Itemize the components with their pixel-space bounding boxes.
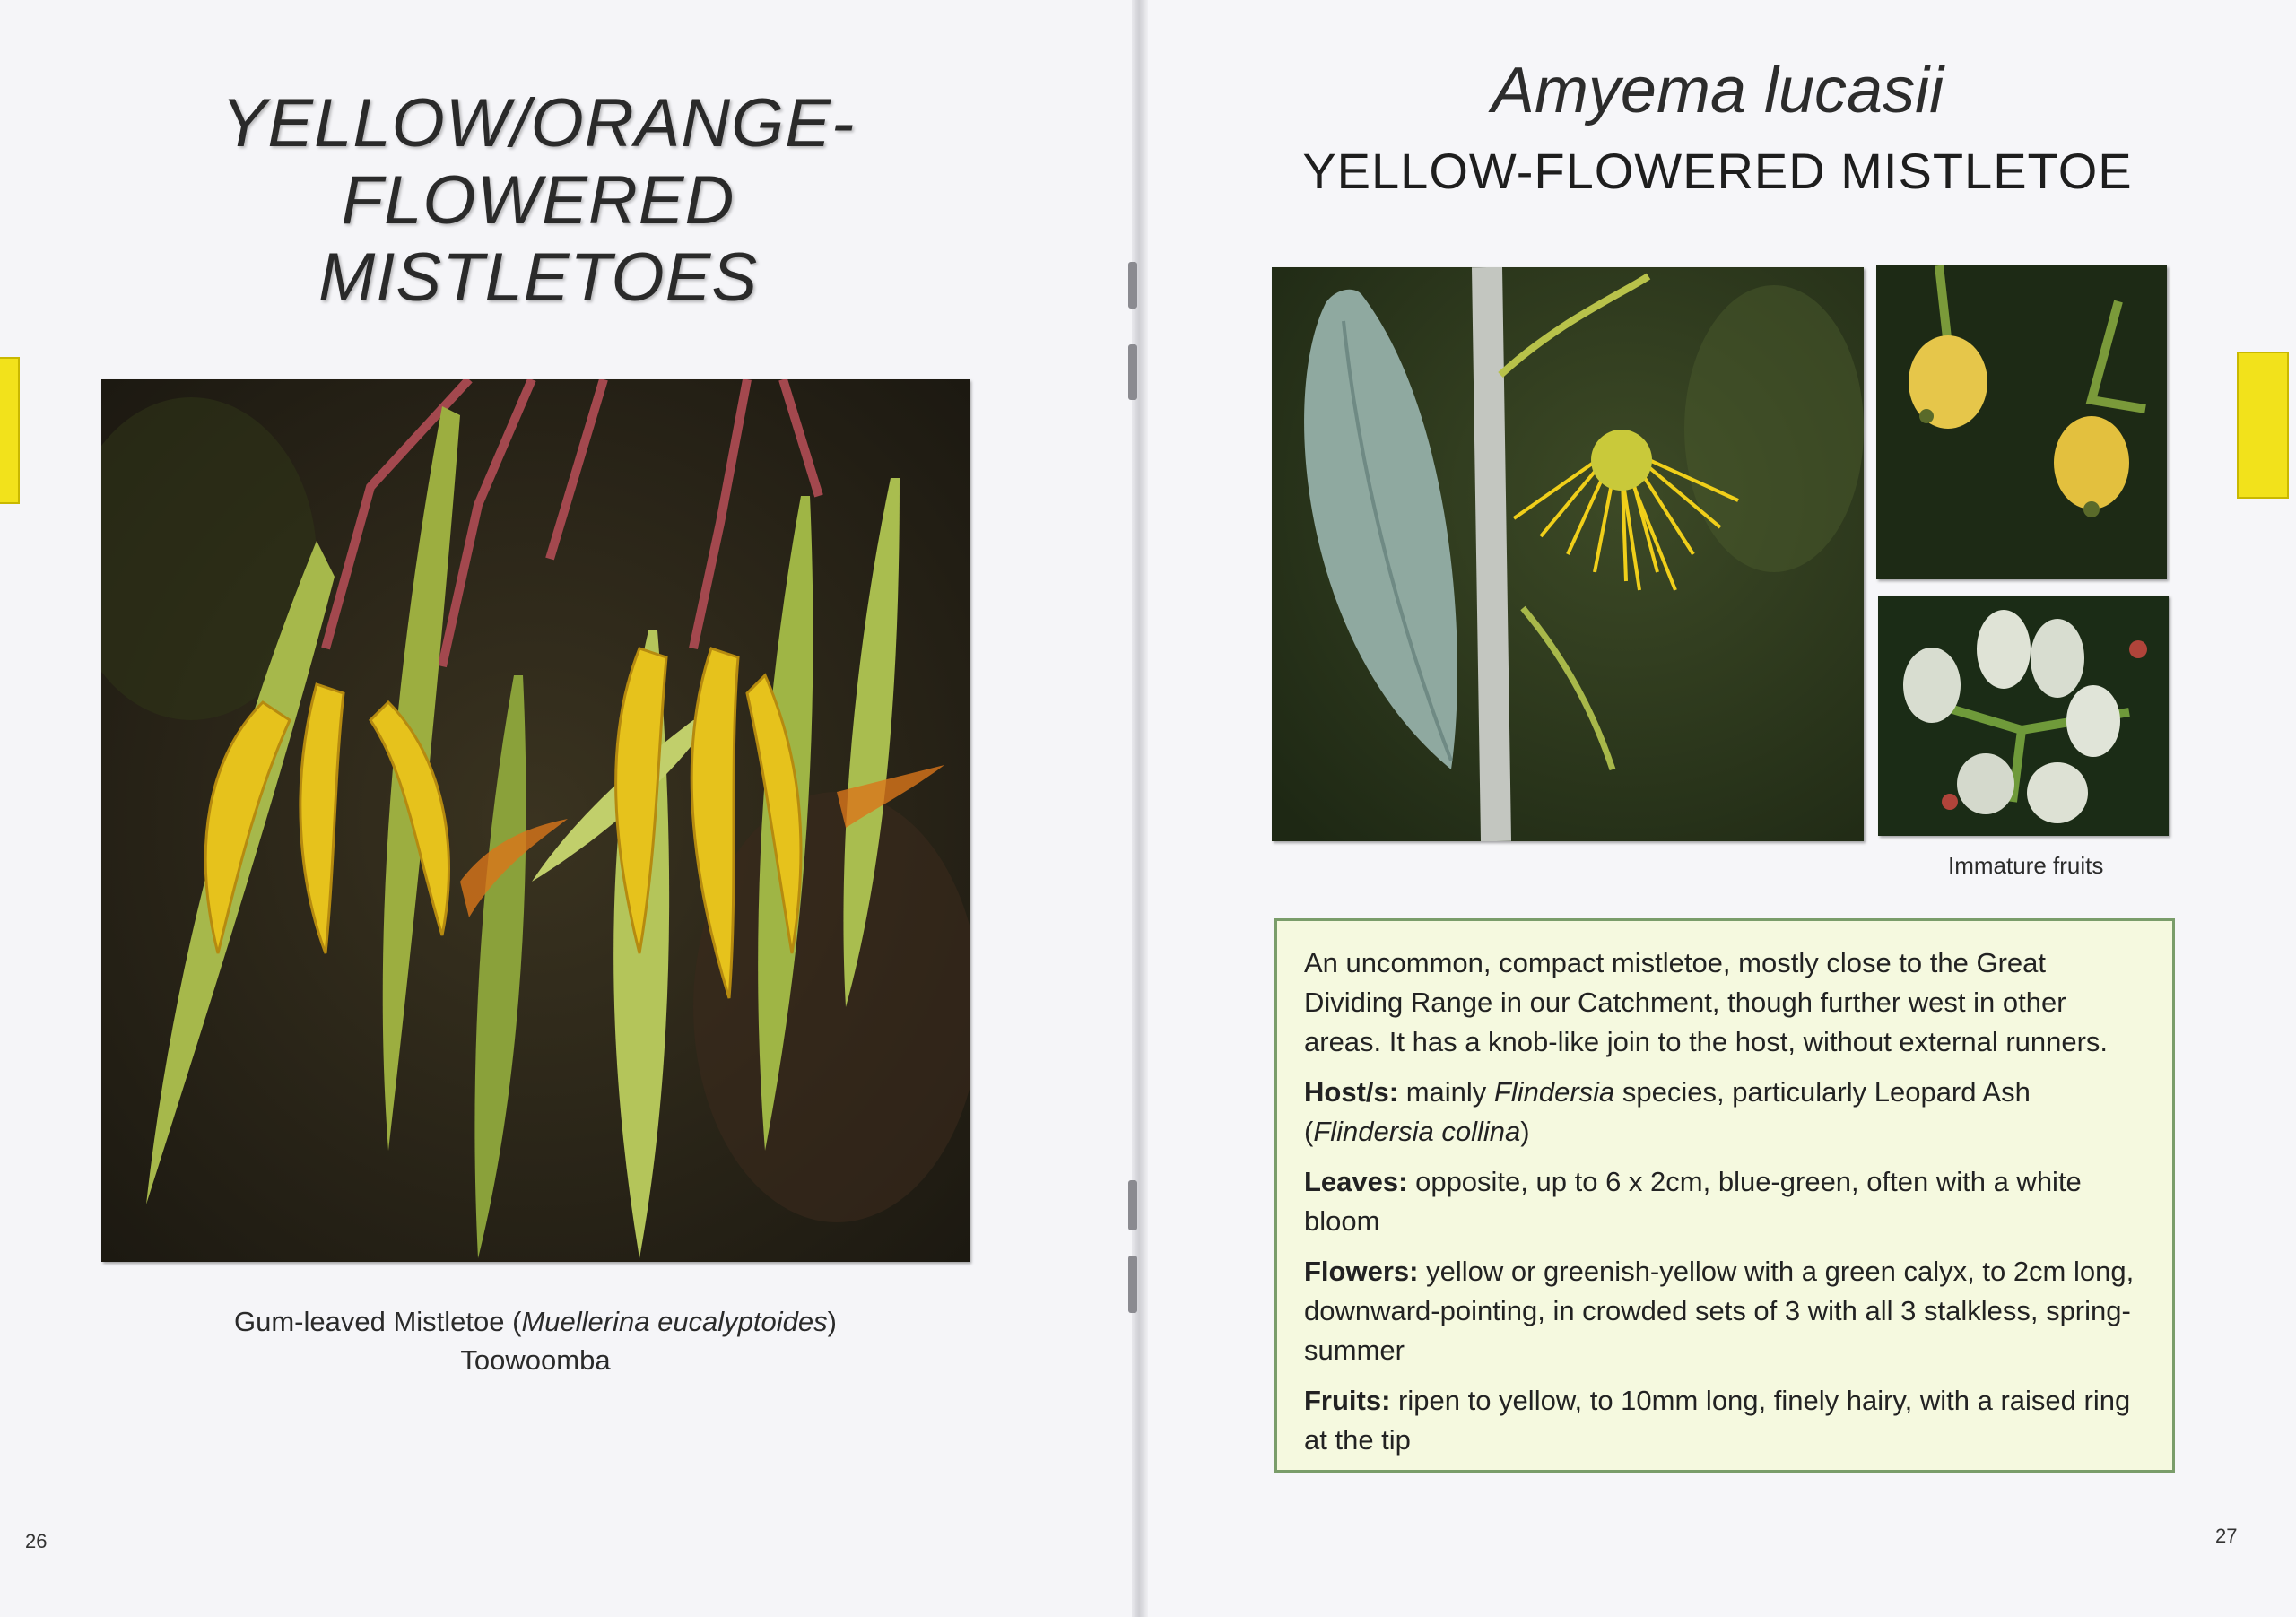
description-text: An uncommon, compact mistletoe, mostly close to the Great Dividing Range in our Catchment, though further west in other areas. It has a knob-like join to the host, without external runners.: [1304, 947, 2109, 1057]
flowers-text: yellow or greenish-yellow with a green calyx, to 2cm long, downward-pointing, in crowded sets of 3 with all 3 stalkless, spring-summer: [1304, 1256, 2135, 1366]
staple-bottom-2: [1128, 1256, 1137, 1313]
species-info-box: [1274, 918, 2175, 1473]
flowers-label: Flowers:: [1304, 1256, 1419, 1287]
book-gutter: [1132, 0, 1148, 1617]
staple-bottom: [1128, 1180, 1137, 1230]
caption-species-line: [101, 1302, 970, 1341]
leaves-label: Leaves:: [1304, 1166, 1408, 1197]
common-name-title: YELLOW-FLOWERED MISTLETOE: [1302, 143, 2133, 199]
section-title-line2: MISTLETOES: [317, 239, 759, 316]
caption-close: ): [827, 1306, 837, 1337]
hosts-genus: Flindersia: [1493, 1076, 1615, 1108]
hosts-entry: [1304, 1073, 2147, 1152]
caption-species-name: Muellerina eucalyptoides: [521, 1306, 828, 1337]
caption-common-name: Gum-leaved Mistletoe (: [234, 1306, 522, 1337]
immature-fruit-photo: [1878, 596, 2169, 836]
immature-fruits-caption: Immature fruits: [1948, 852, 2104, 879]
section-title: [54, 85, 1022, 317]
flowers-entry: [1304, 1252, 2147, 1370]
staple-top-2: [1128, 344, 1137, 400]
leaves-text: opposite, up to 6 x 2cm, blue-green, often with a white bloom: [1304, 1166, 2082, 1237]
fruits-label: Fruits:: [1304, 1385, 1391, 1416]
index-tab-left: [0, 357, 20, 504]
hosts-species: Flindersia collina: [1313, 1116, 1521, 1147]
mature-fruit-photo: [1876, 265, 2167, 579]
index-tab-right: [2237, 352, 2289, 499]
staple-top: [1128, 262, 1137, 309]
species-title: Amyema lucasii: [1491, 55, 1944, 126]
caption-location: Toowoomba: [460, 1344, 611, 1376]
hosts-label: Host/s:: [1304, 1076, 1399, 1108]
left-photo-caption: [101, 1302, 970, 1379]
hosts-text-after: ): [1520, 1116, 1530, 1147]
flower-photo: [1272, 267, 1864, 841]
section-title-line1: YELLOW/ORANGE-FLOWERED: [221, 85, 856, 239]
fruits-text: ripen to yellow, to 10mm long, finely hairy, with a raised ring at the tip: [1304, 1385, 2131, 1456]
page-number-left: 26: [25, 1530, 48, 1552]
page-number-right: 27: [2215, 1525, 2238, 1547]
hosts-text-middle: species, particularly Leopard Ash (: [1304, 1076, 2031, 1147]
hosts-text-before: mainly: [1398, 1076, 1494, 1108]
fruits-entry: [1304, 1381, 2147, 1460]
gum-leaved-mistletoe-photo: [101, 379, 970, 1262]
leaves-entry: [1304, 1162, 2147, 1241]
